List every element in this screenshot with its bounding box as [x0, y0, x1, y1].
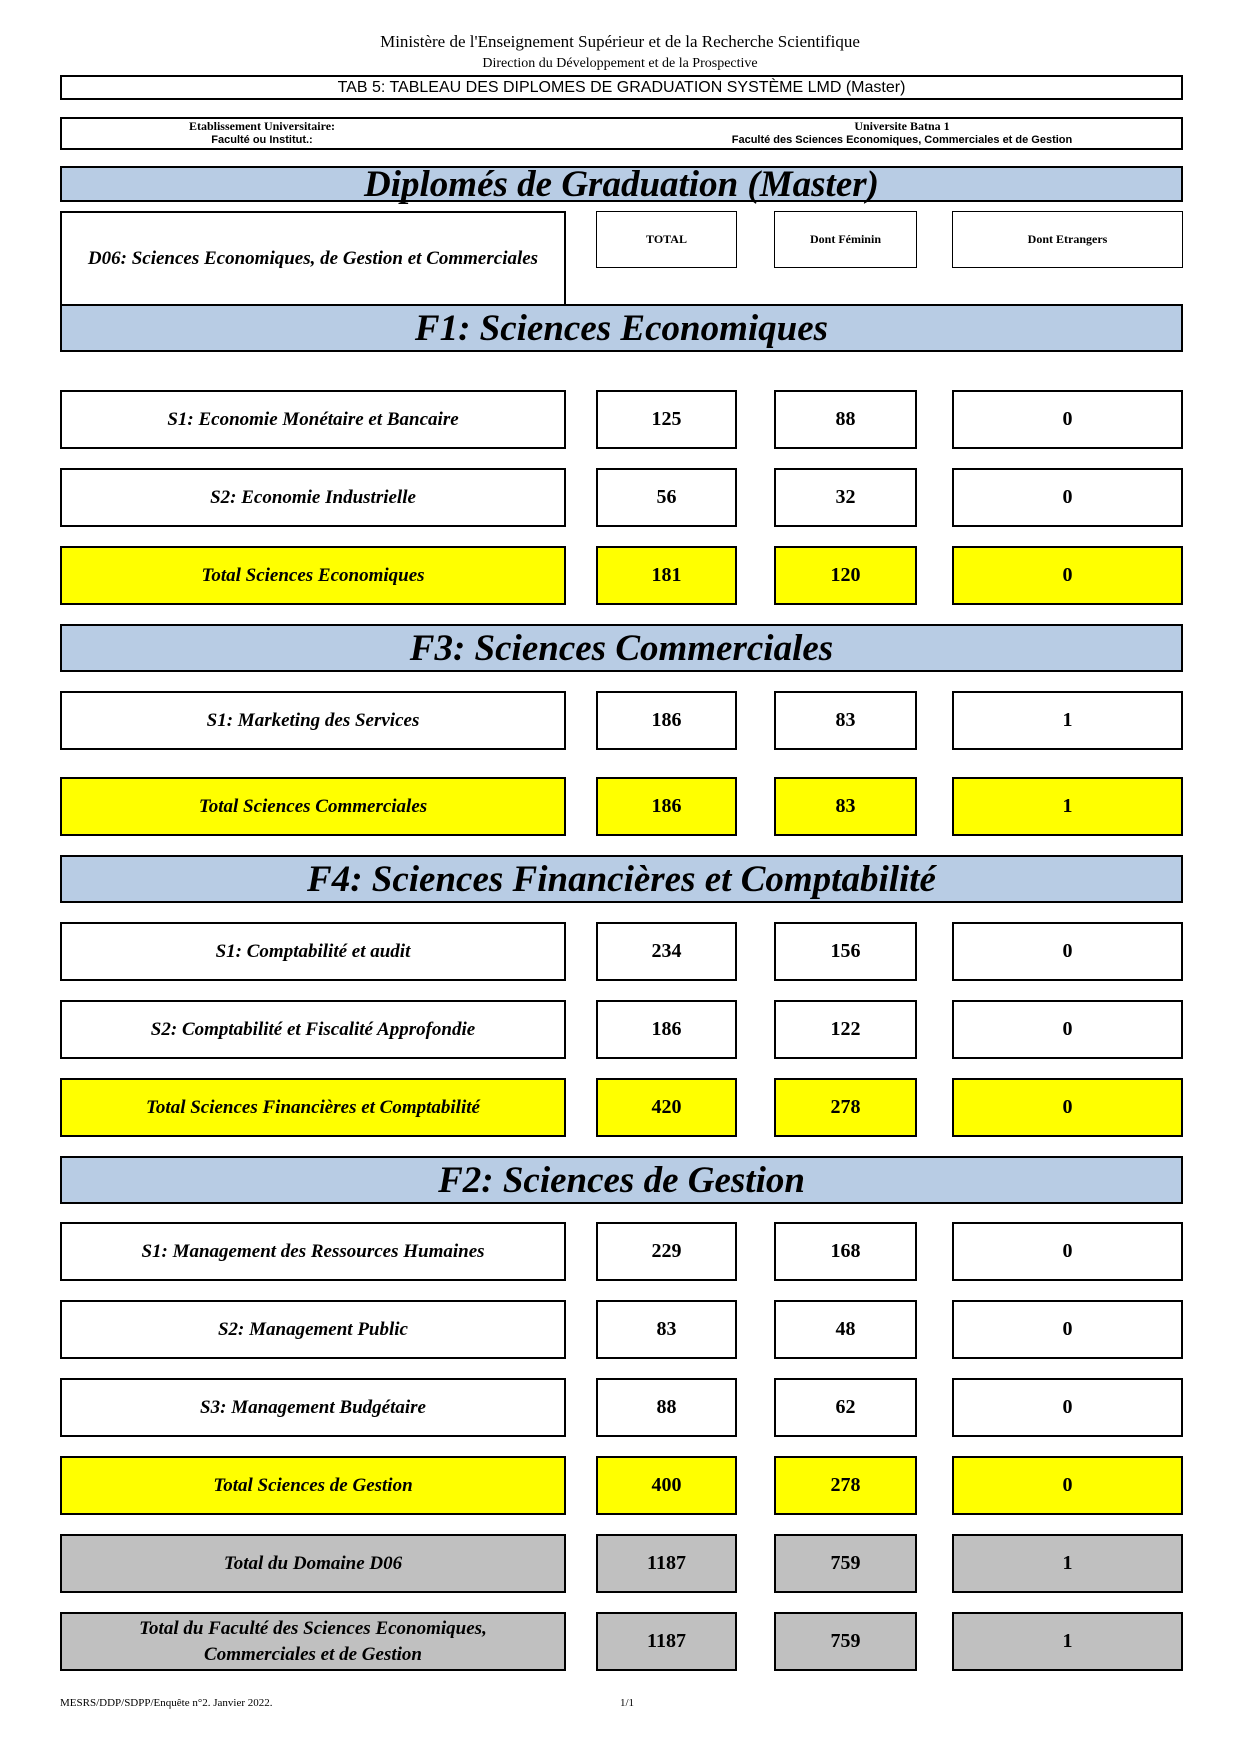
row-etrangers: 0: [952, 1000, 1183, 1059]
domain-total-feminin: 759: [774, 1534, 917, 1593]
row-label: S1: Marketing des Services: [60, 691, 566, 750]
row-feminin: 156: [774, 922, 917, 981]
row-label: S1: Economie Monétaire et Bancaire: [60, 390, 566, 449]
row-feminin: 88: [774, 390, 917, 449]
subtotal-feminin: 278: [774, 1078, 917, 1137]
row-etrangers: 0: [952, 468, 1183, 527]
row-feminin: 62: [774, 1378, 917, 1437]
row-etrangers: 0: [952, 390, 1183, 449]
fac-label: Faculté ou Institut.:: [211, 134, 313, 146]
main-title: Diplomés de Graduation (Master): [60, 166, 1183, 202]
row-etrangers: 0: [952, 1300, 1183, 1359]
subtotal-total: 420: [596, 1078, 737, 1137]
row-total: 186: [596, 691, 737, 750]
row-total: 83: [596, 1300, 737, 1359]
subtotal-label: Total Sciences Economiques: [60, 546, 566, 605]
subtotal-label: Total Sciences Financières et Comptabilité: [60, 1078, 566, 1137]
row-etrangers: 0: [952, 1222, 1183, 1281]
faculty-total-feminin: 759: [774, 1612, 917, 1671]
faculty-total-label: Total du Faculté des Sciences Economiques, Commerciales et de Gestion: [60, 1612, 566, 1671]
subtotal-label: Total Sciences Commerciales: [60, 777, 566, 836]
footer-reference: MESRS/DDP/SDPP/Enquête n°2. Janvier 2022.: [60, 1697, 273, 1709]
tab-title: TAB 5: TABLEAU DES DIPLOMES DE GRADUATION SYSTÈME LMD (Master): [60, 75, 1183, 100]
ministry-title: Ministère de l'Enseignement Supérieur et de la Recherche Scientifique: [380, 32, 860, 51]
subtotal-feminin: 120: [774, 546, 917, 605]
row-feminin: 32: [774, 468, 917, 527]
row-feminin: 83: [774, 691, 917, 750]
col-header-feminin: Dont Féminin: [774, 211, 917, 268]
row-etrangers: 0: [952, 1378, 1183, 1437]
section-title-f1: F1: Sciences Economiques: [60, 304, 1183, 352]
domain-label-box: [60, 211, 566, 304]
direction-title: Direction du Développement et de la Prospective: [482, 56, 758, 71]
faculty-total-etrangers: 1: [952, 1612, 1183, 1671]
domain-total-total: 1187: [596, 1534, 737, 1593]
col-header-etrangers: Dont Etrangers: [952, 211, 1183, 268]
subtotal-etrangers: 0: [952, 1456, 1183, 1515]
fac-value: Faculté des Sciences Economiques, Commerciales et de Gestion: [731, 134, 1073, 146]
establishment-box: [60, 117, 1183, 150]
row-label: S2: Comptabilité et Fiscalité Approfondie: [60, 1000, 566, 1059]
row-label: S1: Management des Ressources Humaines: [60, 1222, 566, 1281]
row-total: 125: [596, 390, 737, 449]
domain-label: D06: Sciences Economiques, de Gestion et Commerciales: [87, 247, 539, 269]
row-total: 88: [596, 1378, 737, 1437]
col-header-total: TOTAL: [596, 211, 737, 268]
subtotal-label: Total Sciences de Gestion: [60, 1456, 566, 1515]
subtotal-etrangers: 0: [952, 546, 1183, 605]
row-label: S3: Management Budgétaire: [60, 1378, 566, 1437]
row-total: 234: [596, 922, 737, 981]
row-feminin: 168: [774, 1222, 917, 1281]
row-etrangers: 1: [952, 691, 1183, 750]
row-feminin: 122: [774, 1000, 917, 1059]
row-total: 186: [596, 1000, 737, 1059]
subtotal-feminin: 83: [774, 777, 917, 836]
subtotal-feminin: 278: [774, 1456, 917, 1515]
section-title-f3: F3: Sciences Commerciales: [60, 624, 1183, 672]
row-label: S1: Comptabilité et audit: [60, 922, 566, 981]
domain-total-label: Total du Domaine D06: [60, 1534, 566, 1593]
row-total: 56: [596, 468, 737, 527]
footer-page: 1/1: [620, 1697, 635, 1709]
etab-value: Universite Batna 1: [854, 119, 950, 133]
row-label: S2: Management Public: [60, 1300, 566, 1359]
etab-label: Etablissement Universitaire:: [188, 119, 336, 133]
faculty-total-total: 1187: [596, 1612, 737, 1671]
domain-total-etrangers: 1: [952, 1534, 1183, 1593]
row-label: S2: Economie Industrielle: [60, 468, 566, 527]
row-total: 229: [596, 1222, 737, 1281]
row-etrangers: 0: [952, 922, 1183, 981]
section-title-f2: F2: Sciences de Gestion: [60, 1156, 1183, 1204]
subtotal-total: 181: [596, 546, 737, 605]
subtotal-total: 186: [596, 777, 737, 836]
subtotal-etrangers: 0: [952, 1078, 1183, 1137]
subtotal-total: 400: [596, 1456, 737, 1515]
subtotal-etrangers: 1: [952, 777, 1183, 836]
row-feminin: 48: [774, 1300, 917, 1359]
section-title-f4: F4: Sciences Financières et Comptabilité: [60, 855, 1183, 903]
